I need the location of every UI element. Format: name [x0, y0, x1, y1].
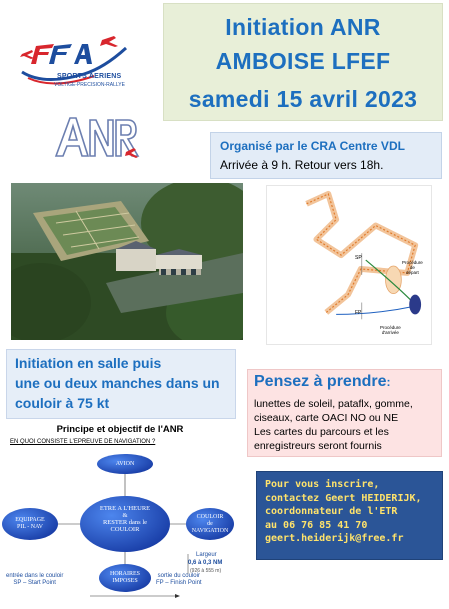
title-line-2: AMBOISE LFEF [215, 48, 391, 74]
diagram-node-equipage: EQUIPAGE PIL - NAV [15, 517, 45, 530]
anr-logo [50, 108, 142, 170]
diagram-node-horaires: HORAIRES IMPOSES [109, 571, 140, 584]
diagram-entry: entrée dans le couloir SP – Start Point [6, 573, 64, 586]
contact-line: contactez Geert HEIDERIJK, [265, 492, 422, 504]
contact-phone: au 06 76 85 41 70 [265, 519, 368, 531]
diagram-subtitle: EN QUOI CONSISTE L'EPREUVE DE NAVIGATION ? [10, 439, 156, 445]
ffa-subtext: VOLTIGE-PRECISION-RALLYE [54, 82, 125, 88]
map-label-depart: Procédure de départ [402, 260, 423, 275]
initiation-line-3: couloir à 75 kt [15, 395, 110, 411]
pensez-title [254, 373, 391, 391]
diagram-node-center: ETRE A L'HEURE & RESTER dans le COULOIR [99, 505, 151, 533]
pensez-line: lunettes de soleil, pataflx, gomme, [254, 398, 413, 410]
contact-email[interactable]: geert.heiderijk@free.fr [265, 533, 404, 544]
diagram-largeur-label: Largeur [196, 552, 217, 558]
map-label-sp: SP [355, 255, 362, 261]
contact-body [265, 478, 422, 546]
pensez-title-colon: : [386, 375, 391, 389]
organizer-line-2: Arrivée à 9 h. Retour vers 18h. [220, 158, 384, 172]
diagram-node-avion: AVION [115, 461, 135, 467]
pensez-line: Les cartes du parcours et les [254, 426, 389, 438]
title-line-3: samedi 15 avril 2023 [188, 86, 418, 112]
diagram-largeur-sub: (926 à 555 m) [190, 568, 222, 574]
diagram-largeur-value: 0,6 à 0,3 NM [188, 560, 223, 566]
organizer-box [210, 132, 442, 179]
diagram-node-couloir: COULOIR de NAVIGATION [191, 514, 229, 534]
title-line-1: Initiation ANR [225, 14, 381, 40]
chateau-photo [11, 183, 243, 340]
pensez-title-text: Pensez à prendre [254, 373, 387, 390]
pensez-line: enregistreurs seront fournis [254, 440, 382, 452]
diagram-title: Principe et objectif de l'ANR [56, 424, 184, 435]
contact-box [256, 471, 443, 560]
contact-line: Pour vous inscrire, [265, 479, 380, 490]
map-label-arrivee: Procédure d'arrivée [380, 325, 401, 335]
diagram-exit: sortie du couloir FP – Finish Point [156, 573, 202, 586]
pensez-box [247, 369, 442, 457]
initiation-line-2: une ou deux manches dans un [15, 375, 220, 391]
ffa-text: SPORTS AERIENS [57, 73, 122, 80]
initiation-line-1: Initiation en salle puis [15, 355, 162, 371]
pensez-body [254, 397, 439, 453]
contact-line: coordonnateur de l'ETR [265, 506, 398, 517]
title-box [163, 3, 443, 121]
organizer-line-1: Organisé par le CRA Centre VDL [220, 139, 405, 153]
initiation-box [6, 349, 236, 419]
pensez-line: ciseaux, carte OACI NO ou NE [254, 412, 399, 424]
map-label-fp: FP [355, 310, 362, 316]
